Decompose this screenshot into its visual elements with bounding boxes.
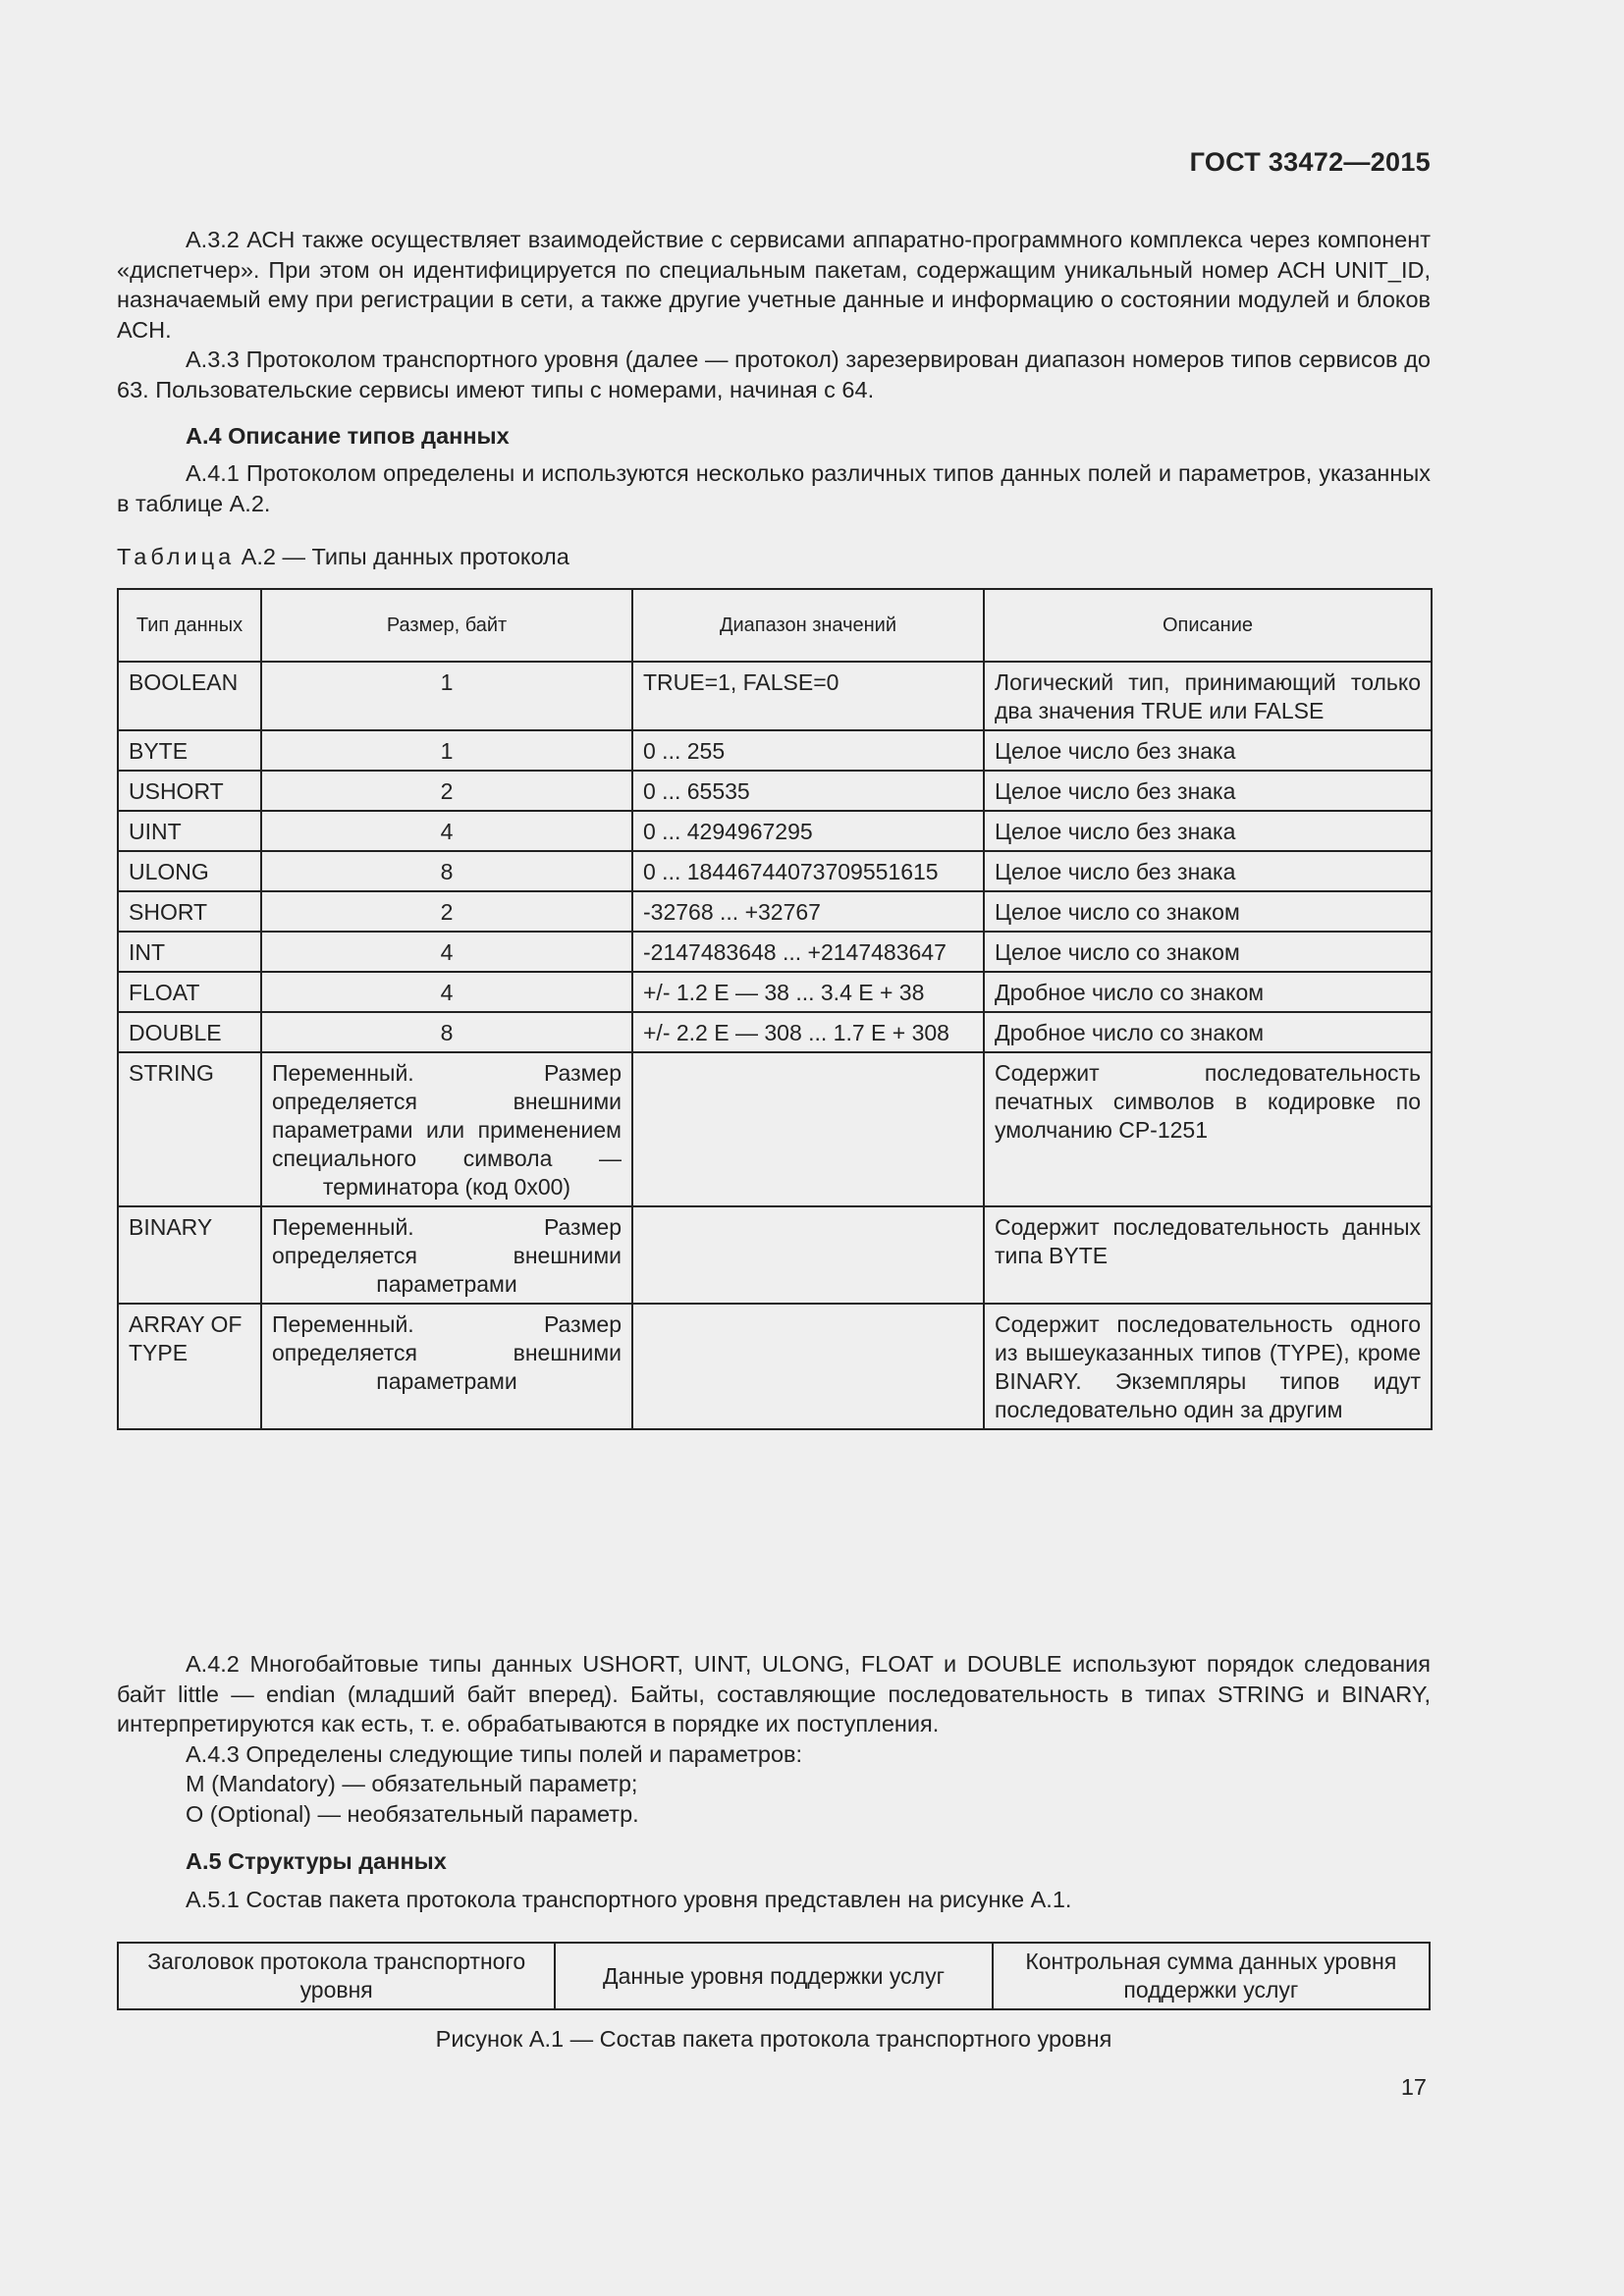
table-row xyxy=(118,932,1432,972)
cell-range xyxy=(632,1052,984,1206)
table-row xyxy=(118,1012,1432,1052)
heading-a4: А.4 Описание типов данных xyxy=(186,423,510,449)
header-type: Тип данных xyxy=(118,589,261,662)
paragraph-a43: А.4.3 Определены следующие типы полей и параметров: xyxy=(186,1740,803,1767)
cell-type: USHORT xyxy=(118,771,261,811)
packet-structure-figure xyxy=(117,1942,1431,2010)
cell-range xyxy=(632,1304,984,1429)
table-row xyxy=(118,730,1432,771)
table-row xyxy=(118,972,1432,1012)
page-number: 17 xyxy=(1400,2074,1427,2100)
table-row xyxy=(118,1052,1432,1206)
cell-range: +/- 2.2 E — 308 ... 1.7 E + 308 xyxy=(632,1012,984,1052)
cell-range xyxy=(632,1206,984,1304)
heading-a5: А.5 Структуры данных xyxy=(186,1848,447,1874)
figure-row xyxy=(118,1943,1430,2009)
cell-size: Переменный. Размер определяется внешними параметрами или применением специального символа — терминатора (код 0x00) xyxy=(261,1052,632,1206)
paragraph-a33: А.3.3 Протоколом транспортного уровня (далее — протокол) зарезервирован диапазон номеров типов сервисов до 63. Пользовательские сервисы имеют типы с номерами, начиная с 64. xyxy=(117,347,1431,402)
header-description: Описание xyxy=(984,589,1432,662)
table-row xyxy=(118,771,1432,811)
cell-range: +/- 1.2 E — 38 ... 3.4 E + 38 xyxy=(632,972,984,1012)
table-row xyxy=(118,1304,1432,1429)
cell-size: 4 xyxy=(261,811,632,851)
cell-size: 4 xyxy=(261,932,632,972)
cell-size: 2 xyxy=(261,891,632,932)
cell-type: STRING xyxy=(118,1052,261,1206)
table-row xyxy=(118,851,1432,891)
table-caption-title: А.2 — Типы данных протокола xyxy=(235,544,569,569)
cell-type: UINT xyxy=(118,811,261,851)
cell-description: Целое число со знаком xyxy=(984,891,1432,932)
cell-description: Дробное число со знаком xyxy=(984,972,1432,1012)
section-a3-text xyxy=(117,225,1431,404)
cell-type: INT xyxy=(118,932,261,972)
cell-size: 2 xyxy=(261,771,632,811)
figure-caption: Рисунок А.1 — Состав пакета протокола транспортного уровня xyxy=(435,2026,1112,2052)
cell-description: Целое число без знака xyxy=(984,811,1432,851)
cell-type: BINARY xyxy=(118,1206,261,1304)
cell-size: 8 xyxy=(261,1012,632,1052)
cell-description: Логический тип, принимающий только два значения TRUE или FALSE xyxy=(984,662,1432,730)
cell-description: Целое число со знаком xyxy=(984,932,1432,972)
paragraph-a51: А.5.1 Состав пакета протокола транспортного уровня представлен на рисунке А.1. xyxy=(186,1887,1072,1912)
section-a4-continued xyxy=(117,1649,1431,1829)
table-row xyxy=(118,662,1432,730)
cell-description: Дробное число со знаком xyxy=(984,1012,1432,1052)
cell-type: SHORT xyxy=(118,891,261,932)
document-id-header: ГОСТ 33472—2015 xyxy=(1189,147,1431,177)
cell-type: ARRAY OF TYPE xyxy=(118,1304,261,1429)
cell-range: 0 ... 255 xyxy=(632,730,984,771)
data-types-table xyxy=(117,588,1433,1430)
figure-cell-checksum: Контрольная сумма данных уровня поддержки услуг xyxy=(993,1943,1430,2009)
cell-description: Целое число без знака xyxy=(984,771,1432,811)
cell-size: 4 xyxy=(261,972,632,1012)
cell-size: 1 xyxy=(261,730,632,771)
table-header-row xyxy=(118,589,1432,662)
cell-description: Целое число без знака xyxy=(984,851,1432,891)
cell-type: DOUBLE xyxy=(118,1012,261,1052)
table-caption-label: Таблица xyxy=(117,544,236,569)
paragraph-a43-optional: O (Optional) — необязательный параметр. xyxy=(186,1800,639,1827)
table-caption xyxy=(117,542,569,572)
figure-cell-header: Заголовок протокола транспортного уровня xyxy=(118,1943,555,2009)
header-range: Диапазон значений xyxy=(632,589,984,662)
cell-range: 0 ... 18446744073709551615 xyxy=(632,851,984,891)
cell-description: Содержит последовательность данных типа BYTE xyxy=(984,1206,1432,1304)
cell-description: Целое число без знака xyxy=(984,730,1432,771)
paragraph-a32: А.3.2 АСН также осуществляет взаимодействие с сервисами аппаратно-программного комплекса через компонент «диспетчер». При этом он идентифицируется по специальным пакетам, содержащим уникальный номер АСН UNIT_ID, назначаемый ему при регистрации в сети, а также другие учетные данные и информацию о состоянии модулей и блоков АСН. xyxy=(117,227,1431,343)
document-page xyxy=(117,0,1431,2296)
cell-range: TRUE=1, FALSE=0 xyxy=(632,662,984,730)
header-size: Размер, байт xyxy=(261,589,632,662)
cell-range: 0 ... 4294967295 xyxy=(632,811,984,851)
cell-range: -32768 ... +32767 xyxy=(632,891,984,932)
cell-description: Содержит последовательность печатных символов в кодировке по умолчанию CP-1251 xyxy=(984,1052,1432,1206)
table-row xyxy=(118,811,1432,851)
figure-cell-data: Данные уровня поддержки услуг xyxy=(555,1943,992,2009)
cell-description: Содержит последовательность одного из вышеуказанных типов (TYPE), кроме BINARY. Экземпляры типов идут последовательно один за другим xyxy=(984,1304,1432,1429)
cell-size: 8 xyxy=(261,851,632,891)
table-row xyxy=(118,1206,1432,1304)
paragraph-a43-mandatory: M (Mandatory) — обязательный параметр; xyxy=(186,1771,638,1796)
cell-size: Переменный. Размер определяется внешними параметрами xyxy=(261,1206,632,1304)
paragraph-a41: А.4.1 Протоколом определены и используются несколько различных типов данных полей и параметров, указанных в таблице А.2. xyxy=(117,460,1431,516)
cell-type: BOOLEAN xyxy=(118,662,261,730)
table-row xyxy=(118,891,1432,932)
cell-size: Переменный. Размер определяется внешними параметрами xyxy=(261,1304,632,1429)
paragraph-a42: А.4.2 Многобайтовые типы данных USHORT, UINT, ULONG, FLOAT и DOUBLE используют порядок следования байт little — endian (младший байт вперед). Байты, составляющие последовательность в типах STRING и BINARY, интерпретируются как есть, т. е. обрабатываются в порядке их поступления. xyxy=(117,1651,1431,1736)
cell-type: BYTE xyxy=(118,730,261,771)
cell-range: 0 ... 65535 xyxy=(632,771,984,811)
cell-range: -2147483648 ... +2147483647 xyxy=(632,932,984,972)
cell-size: 1 xyxy=(261,662,632,730)
cell-type: ULONG xyxy=(118,851,261,891)
cell-type: FLOAT xyxy=(118,972,261,1012)
